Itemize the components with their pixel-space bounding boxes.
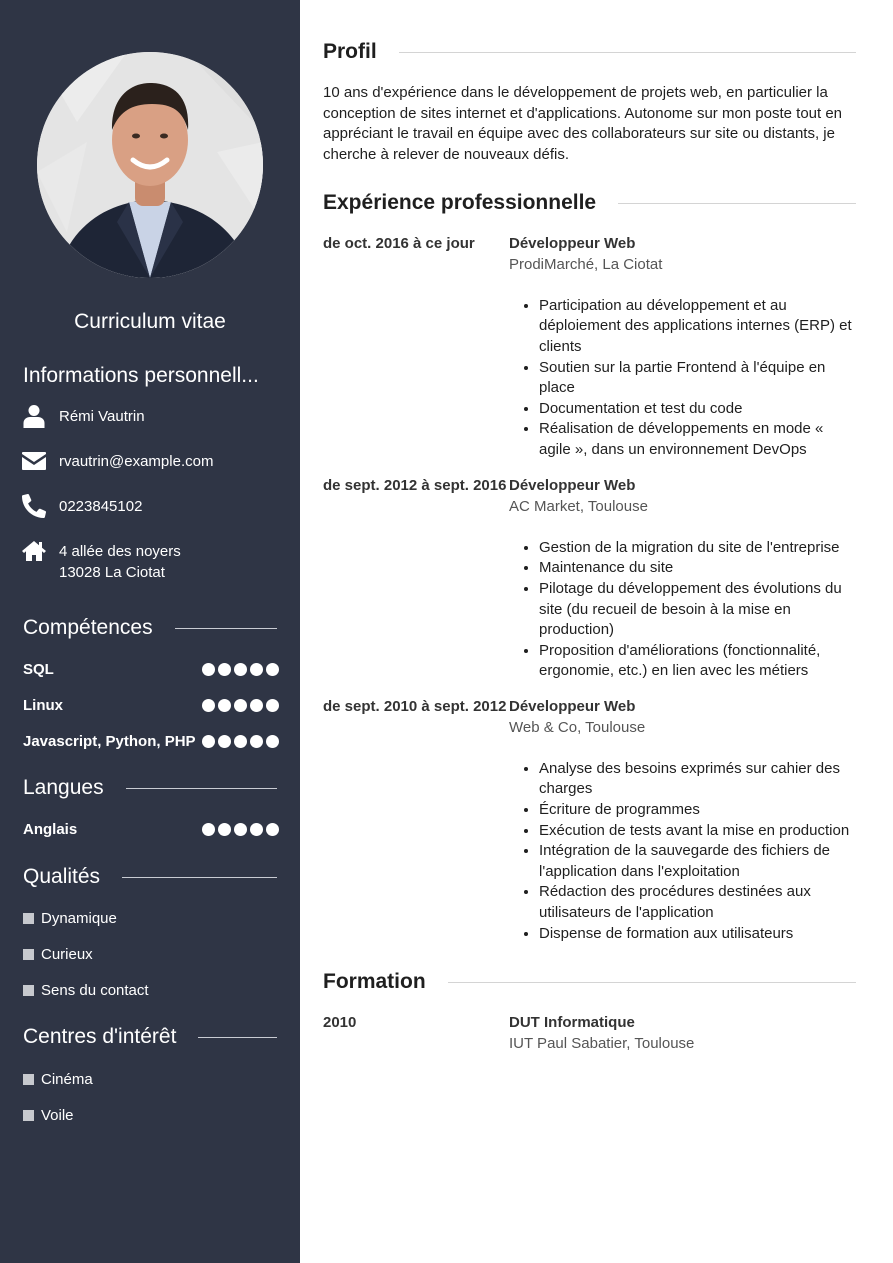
task-item: • Exécution de tests avant la mise en production	[539, 821, 856, 842]
task-list	[509, 296, 856, 461]
level-dot	[234, 663, 247, 676]
quality-item	[23, 908, 277, 928]
heading-divider	[448, 982, 856, 983]
interest-item	[23, 1069, 277, 1089]
quality-label: Sens du contact	[41, 981, 149, 999]
level-dot	[266, 699, 279, 712]
personal-phone[interactable]: 0223845102	[59, 498, 143, 515]
skill-row	[23, 659, 279, 679]
task-list	[509, 759, 856, 944]
level-dot	[218, 663, 231, 676]
task-item: • Gestion de la migration du site de l'entreprise	[539, 538, 856, 559]
level-dot	[250, 663, 263, 676]
level-dot	[218, 699, 231, 712]
experience-heading-text: Expérience professionnelle	[323, 191, 597, 214]
interests-heading	[23, 1025, 277, 1049]
skills-heading	[23, 616, 277, 640]
skill-level-dots	[202, 735, 279, 748]
personal-address	[59, 541, 181, 583]
skill-level-dots	[202, 699, 279, 712]
square-bullet-icon	[23, 1110, 34, 1121]
languages-heading-text: Langues	[23, 776, 104, 799]
language-row	[23, 819, 279, 839]
task-item: • Intégration de la sauvegarde des fichiers de l'application dans l'exploitation	[539, 841, 856, 882]
square-bullet-icon	[23, 985, 34, 996]
experience-body	[509, 234, 856, 461]
task-item: • Réalisation de développements en mode « agile », dans un environnement DevOps	[539, 419, 856, 460]
home-icon	[22, 539, 46, 563]
task-item: • Maintenance du site	[539, 558, 856, 579]
language-level-dots	[202, 823, 279, 836]
level-dot	[202, 699, 215, 712]
level-dot	[234, 823, 247, 836]
skill-level-dots	[202, 663, 279, 676]
task-item: • Analyse des besoins exprimés sur cahier des charges	[539, 759, 856, 800]
skill-row	[23, 695, 279, 715]
task-item: • Soutien sur la partie Frontend à l'équipe en place	[539, 358, 856, 399]
experience-date: de sept. 2012 à sept. 2016	[323, 477, 507, 494]
heading-divider	[122, 877, 277, 878]
level-dot	[266, 823, 279, 836]
level-dot	[250, 699, 263, 712]
task-item: • Pilotage du développement des évolutions du site (du recueil de besoin à la mise en production)	[539, 579, 856, 641]
task-list	[509, 538, 856, 682]
level-dot	[234, 699, 247, 712]
experience-body	[509, 476, 856, 682]
personal-name-row	[22, 406, 282, 428]
degree-title: DUT Informatique	[509, 1014, 635, 1031]
heading-divider	[126, 788, 277, 789]
task-item: • Dispense de formation aux utilisateurs	[539, 924, 856, 945]
heading-divider	[399, 52, 856, 53]
personal-address-row	[22, 541, 282, 583]
qualities-heading	[23, 865, 277, 889]
interest-item	[23, 1105, 277, 1125]
level-dot	[202, 823, 215, 836]
level-dot	[202, 735, 215, 748]
level-dot	[266, 735, 279, 748]
quality-item	[23, 944, 277, 964]
interests-heading-text: Centres d'intérêt	[23, 1025, 177, 1048]
qualities-heading-text: Qualités	[23, 865, 101, 888]
user-icon	[22, 404, 46, 428]
heading-divider	[198, 1037, 277, 1038]
skill-label: Linux	[23, 696, 63, 714]
task-item: • Proposition d'améliorations (fonctionnalité, ergonomie, etc.) en lien avec les métiers	[539, 641, 856, 682]
quality-label: Curieux	[41, 945, 93, 963]
personal-name: Rémi Vautrin	[59, 408, 145, 425]
task-item: • Rédaction des procédures destinées aux utilisateurs de l'application	[539, 882, 856, 923]
level-dot	[250, 823, 263, 836]
envelope-icon	[22, 449, 46, 473]
skill-label: Javascript, Python, PHP	[23, 732, 196, 750]
cv-title: Curriculum vitae	[74, 310, 226, 333]
level-dot	[218, 735, 231, 748]
level-dot	[202, 663, 215, 676]
profile-photo-illustration	[37, 52, 263, 278]
education-heading	[323, 970, 856, 994]
experience-heading	[323, 191, 856, 215]
personal-email-row	[22, 451, 282, 473]
address-line-2: 13028 La Ciotat	[59, 564, 165, 581]
job-title: Développeur Web	[509, 477, 636, 494]
heading-divider	[175, 628, 277, 629]
skills-heading-text: Compétences	[23, 616, 153, 639]
job-title: Développeur Web	[509, 235, 636, 252]
level-dot	[266, 663, 279, 676]
interest-label: Cinéma	[41, 1070, 93, 1088]
square-bullet-icon	[23, 949, 34, 960]
experience-date: de oct. 2016 à ce jour	[323, 235, 475, 252]
level-dot	[218, 823, 231, 836]
square-bullet-icon	[23, 913, 34, 924]
address-line-1: 4 allée des noyers	[59, 543, 181, 560]
profile-photo	[37, 52, 263, 278]
task-item: • Participation au développement et au déploiement des applications internes (ERP) et clients	[539, 296, 856, 358]
quality-label: Dynamique	[41, 909, 117, 927]
sidebar	[0, 0, 300, 1263]
language-label: Anglais	[23, 820, 78, 838]
education-body	[509, 1013, 856, 1054]
heading-divider	[618, 203, 856, 204]
school: IUT Paul Sabatier, Toulouse	[509, 1034, 695, 1052]
profile-heading-text: Profil	[323, 40, 377, 63]
quality-item	[23, 980, 277, 1000]
profile-heading	[323, 40, 856, 64]
phone-icon	[22, 494, 46, 518]
task-item: • Documentation et test du code	[539, 399, 856, 420]
profile-summary: 10 ans d'expérience dans le développement de projets web, en particulier la conception de sites internet et d'applications. Autonome sur mon poste tout en appréciant le travail en équipe avec des collaborateurs sur site ou distants, je cherche à relever de nouveaux défis.	[323, 84, 843, 163]
personal-email[interactable]: rvautrin@example.com	[59, 453, 214, 470]
company: Web & Co, Toulouse	[509, 718, 646, 736]
experience-body	[509, 697, 856, 944]
job-title: Développeur Web	[509, 698, 636, 715]
skill-label: SQL	[23, 660, 54, 678]
company: AC Market, Toulouse	[509, 497, 648, 515]
experience-date: de sept. 2010 à sept. 2012	[323, 698, 507, 715]
personal-info-heading: Informations personnell...	[23, 364, 259, 387]
personal-phone-row	[22, 496, 282, 518]
education-heading-text: Formation	[323, 970, 426, 993]
level-dot	[234, 735, 247, 748]
level-dot	[250, 735, 263, 748]
education-date: 2010	[323, 1014, 357, 1031]
company: ProdiMarché, La Ciotat	[509, 255, 663, 273]
skill-row	[23, 731, 279, 751]
square-bullet-icon	[23, 1074, 34, 1085]
interest-label: Voile	[41, 1106, 74, 1124]
languages-heading	[23, 776, 277, 800]
task-item: • Écriture de programmes	[539, 800, 856, 821]
